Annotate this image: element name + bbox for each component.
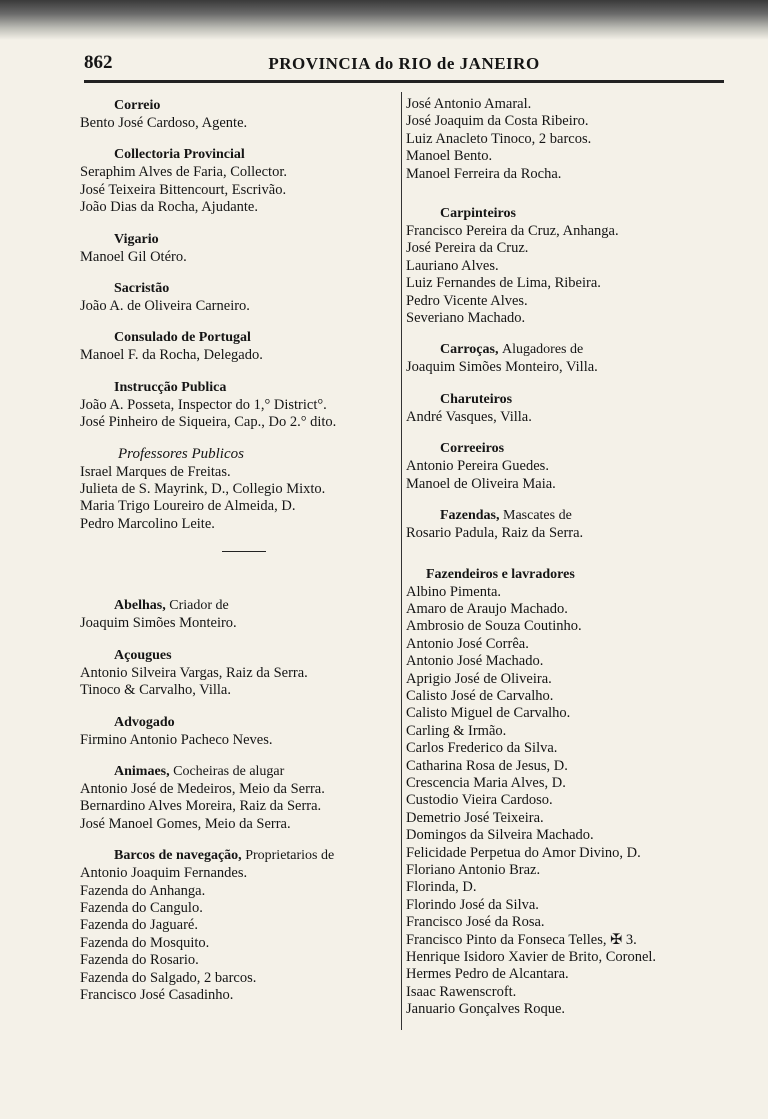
page-number: 862 <box>84 52 113 73</box>
section-heading <box>406 340 726 359</box>
section-charuteiros <box>406 390 726 426</box>
heading-rest: Proprietarios de <box>245 848 335 864</box>
entry: José Pereira da Cruz. <box>406 240 529 257</box>
section-consulado <box>80 328 398 364</box>
entry: Manoel de Oliveira Maia. <box>406 475 556 492</box>
entry: Antonio José Machado. <box>406 653 544 670</box>
section-correio <box>80 96 398 132</box>
entry: Domingos da Silveira Machado. <box>406 827 594 844</box>
entry: Francisco José Casadinho. <box>80 986 234 1003</box>
entry: Antonio José Corrêa. <box>406 635 529 652</box>
entry: Florindo José da Silva. <box>406 896 539 913</box>
section-acougues <box>80 646 398 700</box>
section-heading: Advogado <box>114 714 175 730</box>
section-separator-rule <box>222 551 266 552</box>
heading-main: Carroças, <box>440 342 499 358</box>
heading-main: Barcos de navegação, <box>114 848 242 864</box>
heading-main: Fazendas, <box>440 508 500 524</box>
section-collectoria <box>80 145 398 216</box>
entry: Pedro Marcolino Leite. <box>80 515 215 532</box>
entry: Antonio Silveira Vargas, Raiz da Serra. <box>80 664 308 681</box>
entry: João Dias da Rocha, Ajudante. <box>80 199 258 216</box>
entry: José Manoel Gomes, Meio da Serra. <box>80 815 291 832</box>
section-advogado <box>80 713 398 749</box>
section-instruccao <box>80 378 398 432</box>
entry: Antonio Pereira Guedes. <box>406 458 549 475</box>
section-vigario <box>80 230 398 266</box>
entry: Francisco Pereira da Cruz, Anhanga. <box>406 223 619 240</box>
section-fazendeiros <box>406 565 726 1019</box>
entry: José Teixeira Bittencourt, Escrivão. <box>80 181 287 198</box>
section-heading <box>80 762 398 781</box>
entry: Fazenda do Rosario. <box>80 952 199 969</box>
page-header <box>84 52 724 78</box>
entry: Januario Gonçalves Roque. <box>406 1001 566 1018</box>
entry: Henrique Isidoro Xavier de Brito, Coronel. <box>406 949 657 966</box>
section-abelhas <box>80 596 398 632</box>
heading-rest: Alugadores de <box>501 342 584 358</box>
entry: Bernardino Alves Moreira, Raiz da Serra. <box>80 798 322 815</box>
entry: Albino Pimenta. <box>406 583 502 600</box>
entry: Ambrosio de Souza Coutinho. <box>406 618 582 635</box>
entry: Aprigio José de Oliveira. <box>406 670 552 687</box>
entry: Felicidade Perpetua do Amor Divino, D. <box>406 844 641 861</box>
section-heading: Açougues <box>114 647 172 663</box>
entry: José Joaquim da Costa Ribeiro. <box>406 113 589 130</box>
section-heading <box>80 596 398 615</box>
section-heading: Professores Publicos <box>118 445 244 462</box>
section-carrocas <box>406 340 726 376</box>
entry: Amaro de Araujo Machado. <box>406 600 568 617</box>
page-top-edge <box>0 0 768 40</box>
entry: Fazenda do Anhanga. <box>80 882 206 899</box>
left-column <box>80 96 398 1004</box>
section-fazendas <box>406 506 726 542</box>
entry: Seraphim Alves de Faria, Collector. <box>80 164 287 181</box>
entry: Pedro Vicente Alves. <box>406 292 528 309</box>
section-professores <box>80 445 398 534</box>
section-animaes <box>80 762 398 833</box>
section-heading: Charuteiros <box>440 391 513 407</box>
column-divider <box>401 92 402 1030</box>
section-heading: Fazendeiros e lavradores <box>426 566 575 582</box>
section-heading: Vigario <box>114 231 159 247</box>
section-heading: Correeiros <box>440 441 505 457</box>
section-heading: Collectoria Provincial <box>114 147 245 163</box>
entry: Luiz Fernandes de Lima, Ribeira. <box>406 275 601 292</box>
entry: Joaquim Simões Monteiro. <box>80 615 237 632</box>
section-heading: Correio <box>114 98 161 113</box>
header-rule <box>84 80 724 83</box>
entry: André Vasques, Villa. <box>406 408 532 425</box>
entry: Israel Marques de Freitas. <box>80 463 231 480</box>
section-barcos <box>80 846 398 1004</box>
section-heading: Carpinteiros <box>440 206 516 222</box>
entry: Hermes Pedro de Alcantara. <box>406 966 569 983</box>
running-title: PROVINCIA do RIO de JANEIRO <box>268 54 540 73</box>
section-barcos-continued <box>406 96 726 183</box>
section-sacristao <box>80 279 398 315</box>
entry: Manoel F. da Rocha, Delegado. <box>80 347 263 364</box>
entry: Floriano Antonio Braz. <box>406 862 541 878</box>
entry: Fazenda do Salgado, 2 barcos. <box>80 969 257 986</box>
entry: Julieta de S. Mayrink, D., Collegio Mixto. <box>80 481 326 498</box>
entry: Fazenda do Cangulo. <box>80 899 203 916</box>
entry: Crescencia Maria Alves, D. <box>406 774 566 791</box>
entry: Firmino Antonio Pacheco Neves. <box>80 731 273 748</box>
heading-rest: Cocheiras de alugar <box>173 763 285 779</box>
heading-main: Animaes, <box>114 763 170 779</box>
section-heading <box>80 846 398 865</box>
heading-main: Abelhas, <box>114 598 166 614</box>
heading-rest: Mascates de <box>503 508 572 524</box>
entry: Severiano Machado. <box>406 310 526 327</box>
section-heading <box>406 506 726 525</box>
entry: Antonio Joaquim Fernandes. <box>80 865 248 882</box>
entry: Tinoco & Carvalho, Villa. <box>80 682 231 699</box>
heading-rest: Criador de <box>169 598 229 614</box>
entry: Calisto Miguel de Carvalho. <box>406 705 571 722</box>
entry: João A. de Oliveira Carneiro. <box>80 298 250 315</box>
entry: João A. Posseta, Inspector do 1,° District°. <box>80 396 327 413</box>
section-correeiros <box>406 439 726 493</box>
entry: Antonio José de Medeiros, Meio da Serra. <box>80 780 325 797</box>
entry: Florinda, D. <box>406 879 477 896</box>
entry: Fazenda do Mosquito. <box>80 934 210 951</box>
entry: Luiz Anacleto Tinoco, 2 barcos. <box>406 130 592 147</box>
entry: Carlos Frederico da Silva. <box>406 740 558 757</box>
entry: Demetrio José Teixeira. <box>406 809 544 826</box>
entry: Francisco Pinto da Fonseca Telles, ✠ 3. <box>406 931 637 948</box>
entry: Bento José Cardoso, Agente. <box>80 115 248 131</box>
entry: Manoel Ferreira da Rocha. <box>406 165 562 182</box>
entry: Catharina Rosa de Jesus, D. <box>406 757 568 774</box>
entry: Francisco José da Rosa. <box>406 914 545 931</box>
entry: Isaac Rawenscroft. <box>406 983 517 1000</box>
entry: Rosario Padula, Raiz da Serra. <box>406 525 584 542</box>
entry: Manoel Gil Otéro. <box>80 248 187 265</box>
entry: Custodio Vieira Cardoso. <box>406 792 553 809</box>
entry: José Pinheiro de Siqueira, Cap., Do 2.° dito. <box>80 414 337 431</box>
entry: Maria Trigo Loureiro de Almeida, D. <box>80 498 296 515</box>
entry: Calisto José de Carvalho. <box>406 687 554 704</box>
section-heading: Instrucção Publica <box>114 379 227 395</box>
section-heading: Sacristão <box>114 281 170 297</box>
entry: Fazenda do Jaguaré. <box>80 917 198 934</box>
section-carpinteiros <box>406 204 726 327</box>
section-heading: Consulado de Portugal <box>114 330 251 346</box>
entry: Joaquim Simões Monteiro, Villa. <box>406 359 598 376</box>
entry: José Antonio Amaral. <box>406 96 532 112</box>
right-column <box>406 96 726 1019</box>
entry: Lauriano Alves. <box>406 257 499 274</box>
entry: Carling & Irmão. <box>406 722 507 739</box>
entry: Manoel Bento. <box>406 148 493 165</box>
